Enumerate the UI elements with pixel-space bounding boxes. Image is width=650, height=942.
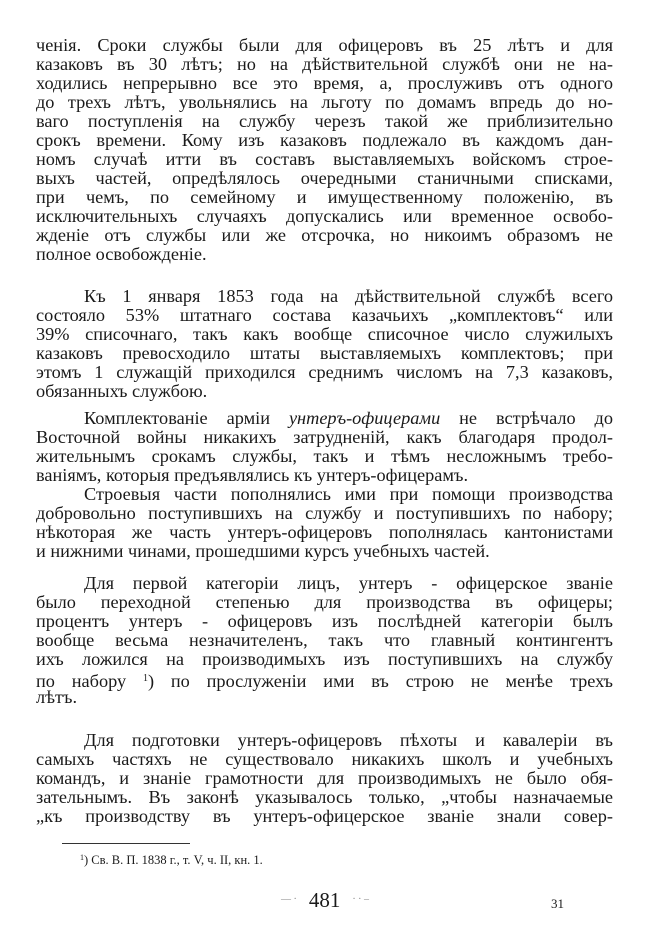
text-line: номъ случаѣ итти въ составъ выставляемыхъ войскомъ строе- [36, 149, 613, 169]
text-line [36, 669, 613, 691]
text-line: самыхъ частяхъ не существовало никакихъ школъ и учебныхъ [36, 749, 613, 769]
text-segment: Комплектованіе арміи [84, 408, 289, 428]
text-line: ваго поступленія на службу черезъ такой же приблизительно [36, 111, 613, 131]
text-line: срокъ времени. Кому изъ казаковъ подлежало въ каждомъ дан- [36, 130, 613, 150]
text-line: процентъ унтеръ - офицеровъ изъ послѣдней категоріи былъ [36, 611, 613, 631]
footnote-text: ) Св. В. П. 1838 г., т. V, ч. II, кн. 1. [84, 853, 263, 867]
text-line [36, 409, 613, 428]
text-line: Къ 1 января 1853 года на дѣйствительной службѣ всего [84, 286, 613, 306]
text-line: казаковъ превосходило штаты выставляемыхъ комплектовъ; при [36, 343, 613, 363]
text-line: зательнымъ. Въ законѣ указывалось только, „чтобы назначаемые [36, 787, 613, 807]
footnote [80, 853, 263, 868]
text-line: командъ, и знаніе грамотности для производимыхъ не было обя- [36, 768, 613, 788]
text-line: состояло 53% штатнаго состава казачьихъ „комплектовъ“ или [36, 305, 613, 325]
footnote-reference: 1 [142, 673, 148, 684]
dash-ornament: · · – [352, 894, 369, 905]
dash-ornament: — · [280, 894, 297, 905]
emphasized-text: унтеръ-офицерами [288, 408, 441, 428]
text-line: и нижними чинами, прошедшими курсъ учебныхъ частей. [36, 541, 490, 561]
footnote-divider [62, 843, 190, 844]
text-line: было переходной степенью для производства въ офицеры; [36, 592, 613, 612]
paragraph [36, 287, 613, 401]
text-line: вообще весьма незначителенъ, такъ что главный контингентъ [36, 630, 613, 650]
text-line: при чемъ, по семейному и имущественному положенію, въ [36, 187, 613, 207]
text-line: Для первой категоріи лицъ, унтеръ - офицерское званіе [84, 573, 613, 593]
text-line: нѣкоторая же часть унтеръ-офицеровъ пополнялась кантонистами [36, 522, 613, 542]
text-line: ченія. Сроки службы были для офицеровъ въ 25 лѣтъ и для [36, 35, 613, 55]
text-line: лѣтъ. [36, 687, 78, 707]
paragraph [36, 731, 613, 826]
text-segment: ) по прослуженіи ими въ строю не менѣе трехъ [147, 671, 613, 691]
sheet-signature: 31 [551, 896, 564, 911]
text-line: до трехъ лѣтъ, увольнялись на льготу по домамъ впредь до но- [36, 92, 613, 112]
text-line: ваніямъ, которыя предъявлялись къ унтеръ-офицерамъ. [36, 465, 469, 485]
text-line: жденіе отъ службы или же отсрочка, но никоимъ образомъ не [36, 225, 613, 245]
text-line: казаковъ въ 30 лѣтъ; но на дѣйствительной службѣ они не на- [36, 54, 613, 74]
text-line: добровольно поступившихъ на службу и поступившихъ по набору; [36, 503, 613, 523]
text-line: обязанныхъ службою. [36, 381, 208, 401]
text-line: выхъ частей, опредѣлялось очередными станичными списками, [36, 168, 613, 188]
text-segment: по набору [36, 671, 143, 691]
text-line: ходились непрерывно все это время, а, прослуживъ отъ одного [36, 73, 613, 93]
text-line: Восточной войны никакихъ затрудненій, какъ благодаря продол- [36, 427, 613, 447]
paragraph [36, 409, 613, 485]
text-line: этомъ 1 служащій приходился среднимъ числомъ на 7,3 казаковъ, [36, 362, 613, 382]
text-line: жительнымъ срокамъ службы, такъ и тѣмъ несложнымъ требо- [36, 446, 613, 466]
paragraph [36, 485, 613, 561]
paragraph [36, 36, 613, 264]
page-number-text: 481 [308, 888, 341, 912]
text-line: ихъ ложился на производимыхъ изъ поступившихъ на службу [36, 649, 613, 669]
text-line: полное освобожденіе. [36, 244, 207, 264]
text-line: 39% списочнаго, такъ какъ вообще списочное число служилыхъ [36, 324, 613, 344]
paragraph [36, 574, 613, 707]
text-line: Для подготовки унтеръ-офицеровъ пѣхоты и кавалеріи въ [84, 730, 613, 750]
text-segment: не встрѣчало до [440, 408, 613, 428]
text-line: Строевыя части пополнялись ими при помощи производства [84, 484, 613, 504]
text-line: „къ производству въ унтеръ-офицерское званіе знали совер- [36, 806, 613, 826]
text-line: исключительныхъ случаяхъ допускались или временное освобо- [36, 206, 613, 226]
footnote-marker: 1 [80, 853, 84, 862]
